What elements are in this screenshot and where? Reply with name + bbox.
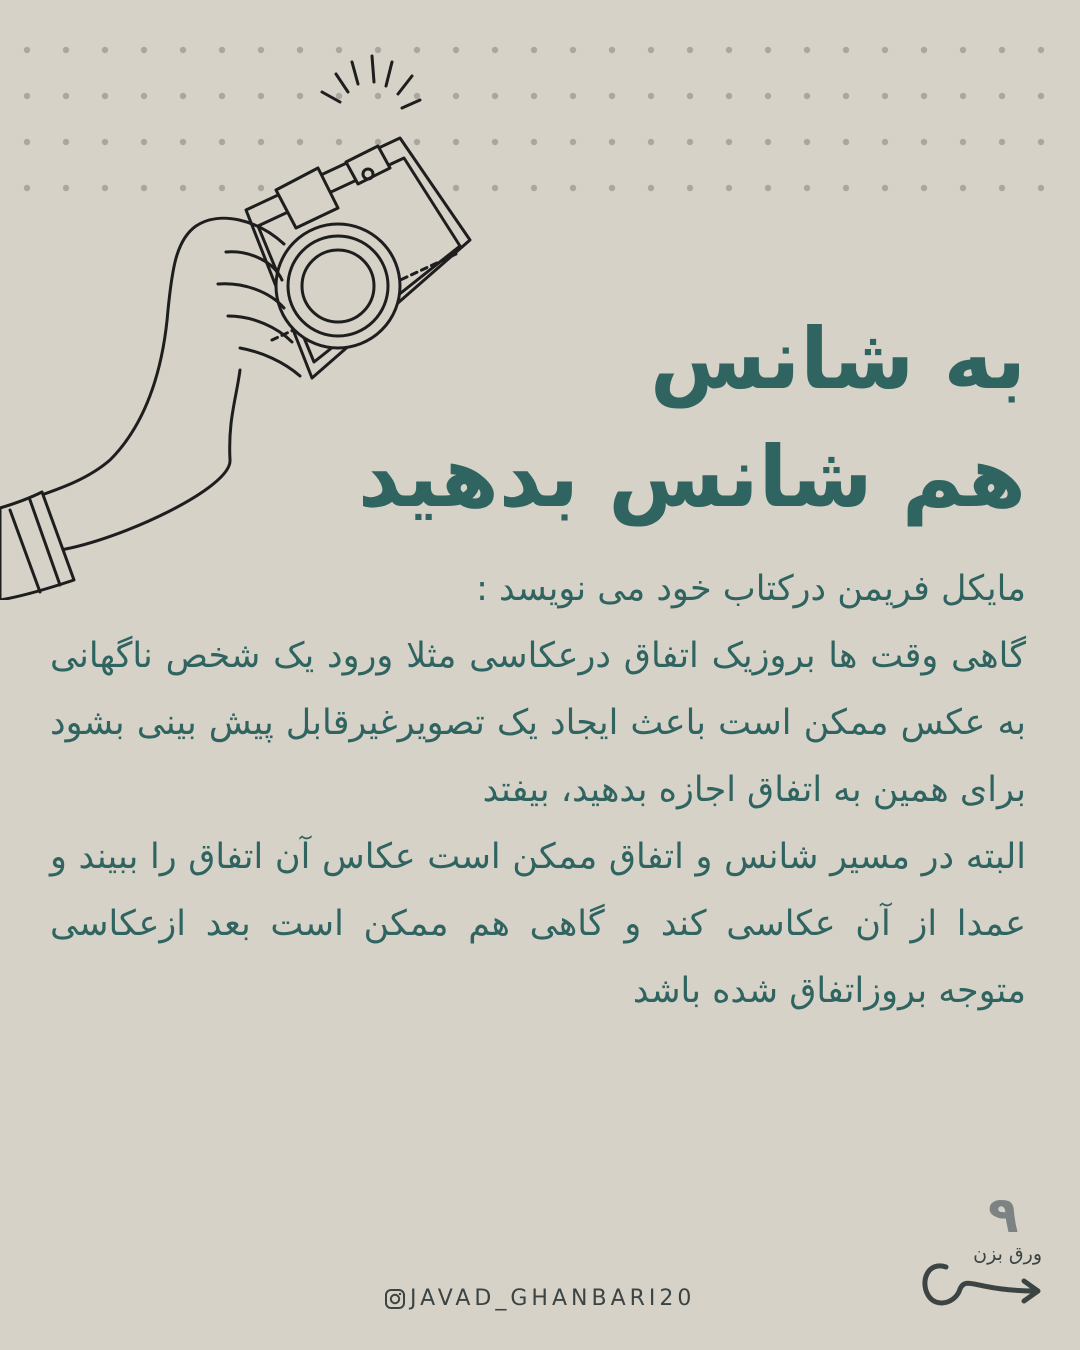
body-paragraph-1: مایکل فریمن درکتاب خود می نویسد : xyxy=(476,569,1026,609)
title-line-2: هم شانس بدهید xyxy=(357,428,1026,526)
instagram-handle xyxy=(384,1286,695,1311)
instagram-icon xyxy=(384,1288,406,1310)
body-paragraph-2: گاهی وقت ها بروزیک اتفاق درعکاسی مثلا ورود یک شخص ناگهانی به عکس ممکن است باعث ایجاد یک تصویرغیرقابل پیش بینی بشود برای همین به اتفاق اجازه بدهید، بیفتد xyxy=(50,636,1026,810)
page-title xyxy=(358,300,1026,536)
handle-text: JAVAD_GHANBARI20 xyxy=(410,1286,696,1311)
title-line-1: به شانس xyxy=(649,310,1026,408)
swipe-label: ورق بزن xyxy=(973,1243,1042,1265)
body-paragraph-3: البته در مسیر شانس و اتفاق ممکن است عکاس آن اتفاق را ببیند و عمدا از آن عکاسی کند و گاهی هم ممکن است بعد ازعکاسی متوجه بروزاتفاق شده باشد xyxy=(50,837,1026,1011)
swipe-arrow-icon[interactable] xyxy=(916,1255,1046,1315)
body-text xyxy=(50,556,1026,1025)
page-number: ۹ xyxy=(988,1186,1019,1244)
